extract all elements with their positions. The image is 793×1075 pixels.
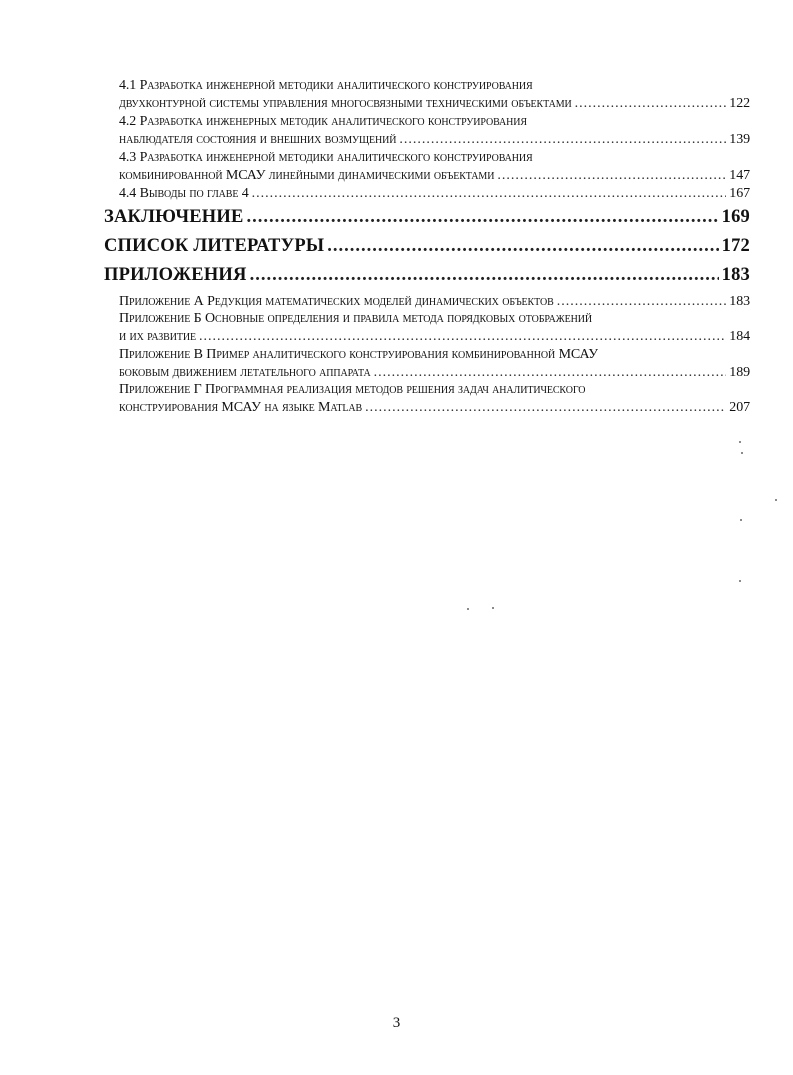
dot-leader <box>374 365 727 381</box>
toc-appendix-page: 183 <box>729 294 750 309</box>
dot-leader <box>327 236 718 257</box>
toc-entry-number: 4.1 <box>119 78 137 93</box>
toc-appendix-title-line2: боковым движением летательного аппарата <box>119 365 371 380</box>
scan-speck <box>741 452 743 454</box>
dot-leader <box>252 186 727 202</box>
dot-leader <box>250 265 719 286</box>
toc-appendix-page: 207 <box>729 400 750 415</box>
dot-leader <box>365 400 726 416</box>
toc-entry-title-line2: двухконтурной системы управления многосвязными техническими объектами <box>119 96 572 111</box>
toc-chapter-page: 183 <box>721 265 750 285</box>
toc-chapter-conclusion <box>104 207 750 228</box>
toc-chapter-page: 169 <box>721 207 750 227</box>
scan-speck <box>492 607 494 609</box>
toc-appendix-page: 184 <box>729 329 750 344</box>
dot-leader <box>199 329 726 345</box>
toc-appendix-title-line2: конструирования МСАУ на языке Matlab <box>119 400 363 415</box>
scan-speck <box>739 441 741 443</box>
toc-entry-title-line1: Разработка инженерной методики аналитического конструирования <box>139 150 533 165</box>
toc-entry-page: 147 <box>729 168 750 183</box>
scan-speck <box>775 499 777 501</box>
dot-leader <box>557 294 727 310</box>
toc-appendix-title-line1: Приложение Б Основные определения и правила метода порядковых отображений <box>119 311 592 326</box>
toc-chapter-page: 172 <box>721 236 750 256</box>
dot-leader <box>247 207 719 228</box>
toc-chapter-appendices <box>104 265 750 286</box>
toc-appendix-title: Приложение А Редукция математических моделей динамических объектов <box>119 294 554 309</box>
toc-entry-number: 4.3 <box>119 150 137 165</box>
toc-entry-number: 4.4 <box>119 186 137 201</box>
toc-appendix-a <box>119 294 750 310</box>
toc-entry-title-line1: Разработка инженерных методик аналитического конструирования <box>139 114 527 129</box>
toc-appendix-page: 189 <box>729 365 750 380</box>
dot-leader <box>399 132 726 148</box>
toc-chapter-title: ПРИЛОЖЕНИЯ <box>104 265 247 285</box>
toc-entry-title-line2: наблюдателя состояния и внешних возмущений <box>119 132 397 147</box>
page-number: 3 <box>392 1015 401 1031</box>
toc-entry-title-line1: Разработка инженерной методики аналитического конструирования <box>139 78 533 93</box>
toc-entry-page: 122 <box>729 96 750 111</box>
toc-entry-title-line2: комбинированной МСАУ линейными динамическими объектами <box>119 168 495 183</box>
scan-speck <box>739 580 741 582</box>
toc-entry-number: 4.2 <box>119 114 137 129</box>
toc-appendix-title-line1: Приложение В Пример аналитического конструирования комбинированной МСАУ <box>119 347 599 362</box>
dot-leader <box>575 96 727 112</box>
toc-entry-page: 167 <box>729 186 750 201</box>
toc-appendix-title-line1: Приложение Г Программная реализация методов решения задач аналитического <box>119 382 586 397</box>
toc-chapter-references <box>104 236 750 257</box>
toc-chapter-title: СПИСОК ЛИТЕРАТУРЫ <box>104 236 325 256</box>
scan-speck <box>467 608 469 610</box>
toc-appendix-title-line2: и их развитие <box>119 329 196 344</box>
toc-entry-page: 139 <box>729 132 750 147</box>
toc-entry-title-line1: Выводы по главе 4 <box>139 186 249 201</box>
dot-leader <box>497 168 726 184</box>
toc-chapter-title: ЗАКЛЮЧЕНИЕ <box>104 207 244 227</box>
scan-speck <box>740 519 742 521</box>
